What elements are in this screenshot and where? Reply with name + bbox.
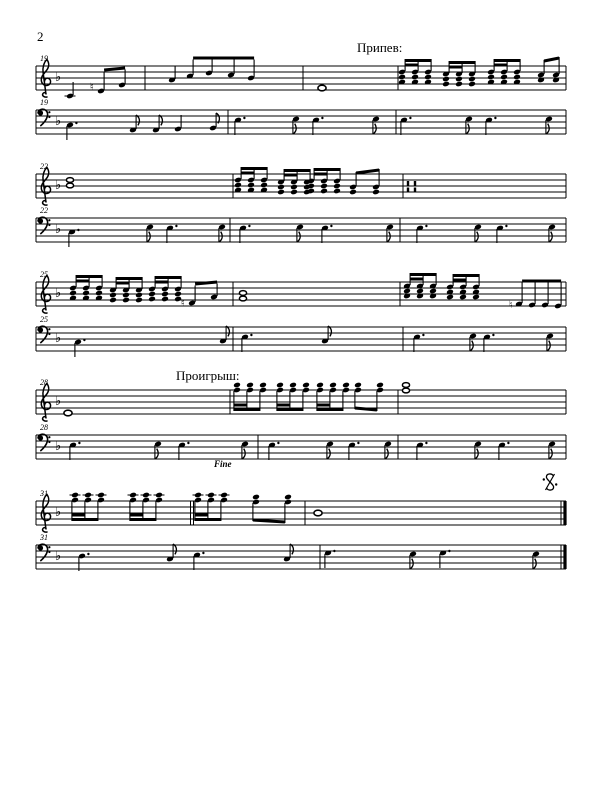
svg-text:25: 25 (40, 315, 48, 324)
svg-text:♮: ♮ (90, 82, 94, 93)
svg-text:♭: ♭ (55, 286, 62, 301)
page-number: 2 (37, 29, 44, 44)
svg-text:19: 19 (40, 54, 48, 63)
svg-text:22: 22 (40, 206, 48, 215)
svg-text:♭: ♭ (55, 549, 62, 564)
svg-text:♭: ♭ (55, 70, 62, 85)
bass-clef-icon (38, 109, 51, 125)
svg-text:♮: ♮ (181, 298, 185, 309)
system-1-treble-staff (36, 54, 566, 99)
system-3-bass-staff (36, 315, 566, 357)
system-2-treble-staff (36, 162, 566, 205)
bass-clef-icon (38, 434, 51, 450)
svg-text:♭: ♭ (55, 394, 62, 409)
svg-text:♭: ♭ (55, 439, 62, 454)
svg-text:♭: ♭ (55, 331, 62, 346)
section-label-interlude: Проигрыш: (176, 368, 240, 383)
svg-text:25: 25 (40, 270, 48, 279)
svg-text:31: 31 (40, 489, 48, 498)
svg-text:22: 22 (40, 162, 48, 171)
svg-text:♭: ♭ (55, 114, 62, 129)
system-3-treble-staff (36, 270, 566, 313)
system-4-bass-staff (36, 423, 566, 460)
bass-clef-icon (38, 217, 51, 233)
svg-text:♭: ♭ (55, 222, 62, 237)
svg-text:♭: ♭ (55, 178, 62, 193)
svg-text:28: 28 (40, 378, 48, 387)
bass-clef-icon (38, 326, 51, 342)
svg-text:28: 28 (40, 423, 48, 432)
system-2-bass-staff (36, 206, 566, 247)
svg-text:31: 31 (40, 533, 48, 542)
bass-clef-icon (38, 544, 51, 560)
segno-icon (543, 474, 558, 490)
section-label-chorus: Припев: (357, 40, 403, 55)
system-4-treble-staff (36, 378, 566, 421)
svg-text:19: 19 (40, 98, 48, 107)
svg-text:♮: ♮ (509, 300, 513, 311)
system-1-bass-staff (36, 98, 566, 140)
svg-text:♭: ♭ (55, 505, 62, 520)
fine-marking: Fine (214, 459, 232, 469)
system-5-treble-staff (36, 489, 567, 532)
system-5-bass-staff (36, 533, 567, 571)
